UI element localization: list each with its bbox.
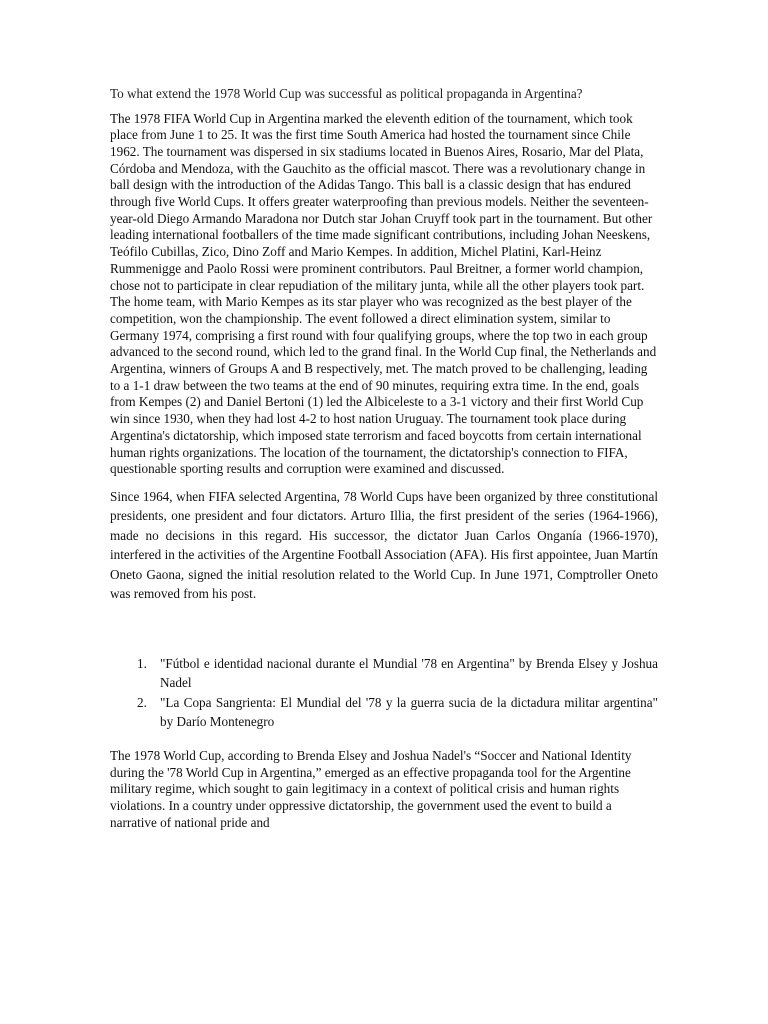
list-item — [110, 693, 658, 732]
history-paragraph: Since 1964, when FIFA selected Argentina, 78 World Cups have been organized by three constitutional presidents, one president and four dictators. Arturo Illia, the first president of the series (1964-1966), made no decisions in this regard. His successor, the dictator Juan Carlos Onganía (1966-1970), interfered in the activities of the Argentine Football Association (AFA). His first appointee, Juan Martín Oneto Gaona, signed the initial resolution related to the World Cup. In June 1971, Comptroller Oneto was removed from his post. — [110, 488, 658, 602]
intro-paragraph: The 1978 FIFA World Cup in Argentina marked the eleventh edition of the tournament, which took place from June 1 to 25. It was the first time South America had hosted the tournament since Chile 1962. The tournament was dispersed in six stadiums located in Buenos Aires, Rosario, Mar del Plata, Córdoba and Mendoza, with the Gauchito as the official mascot. There was a revolutionary change in ball design with the introduction of the Adidas Tango. This ball is a classic design that has endured through five World Cups. It offers greater waterproofing than previous models. Neither the seventeen-year-old Diego Armando Maradona nor Dutch star Johan Cruyff took part in the tournament. But other leading international footballers of the time made significant contributions, including Johan Neeskens, Teófilo Cubillas, Zico, Dino Zoff and Mario Kempes. In addition, Michel Platini, Karl-Heinz Rummenigge and Paolo Rossi were prominent contributors. Paul Breitner, a former world champion, chose not to participate in clear repudiation of the military junta, while all the other players took part. The home team, with Mario Kempes as its star player who was recognized as the best player of the competition, won the championship. The event followed a direct elimination system, similar to Germany 1974, comprising a first round with four qualifying groups, where the top two in each group advanced to the second round, which led to the grand final. In the World Cup final, the Netherlands and Argentina, winners of Groups A and B respectively, met. The match proved to be challenging, leading to a 1-1 draw between the two teams at the end of 90 minutes, requiring extra time. In the end, goals from Kempes (2) and Daniel Bertoni (1) led the Albiceleste to a 3-1 victory and their first World Cup win since 1930, when they had lost 4-2 to host nation Uruguay. The tournament took place during Argentina's dictatorship, which imposed state terrorism and faced boycotts from certain international human rights organizations. The location of the tournament, the dictatorship's connection to FIFA, questionable sporting results and corruption were examined and discussed. — [110, 110, 657, 477]
source-title: "Fútbol e identidad nacional durante el Mundial '78 en Argentina" by Brenda Elsey y Joshua Nadel — [160, 655, 658, 691]
research-question: To what extend the 1978 World Cup was successful as political propaganda in Argentina? — [110, 86, 583, 101]
list-number: 1. — [137, 655, 147, 671]
document-page — [110, 86, 658, 831]
list-number: 2. — [137, 694, 147, 710]
sources-list — [110, 654, 658, 732]
analysis-paragraph: The 1978 World Cup, according to Brenda Elsey and Joshua Nadel's “Soccer and National Identity during the '78 World Cup in Argentina,” emerged as an effective propaganda tool for the Argentine military regime, which sought to gain legitimacy in a context of political crisis and human rights violations. In a country under oppressive dictatorship, the government used the event to build a narrative of national pride and — [110, 747, 632, 830]
list-item — [110, 654, 658, 693]
source-title: "La Copa Sangrienta: El Mundial del '78 y la guerra sucia de la dictadura militar argentina" by Darío Montenegro — [160, 694, 658, 730]
